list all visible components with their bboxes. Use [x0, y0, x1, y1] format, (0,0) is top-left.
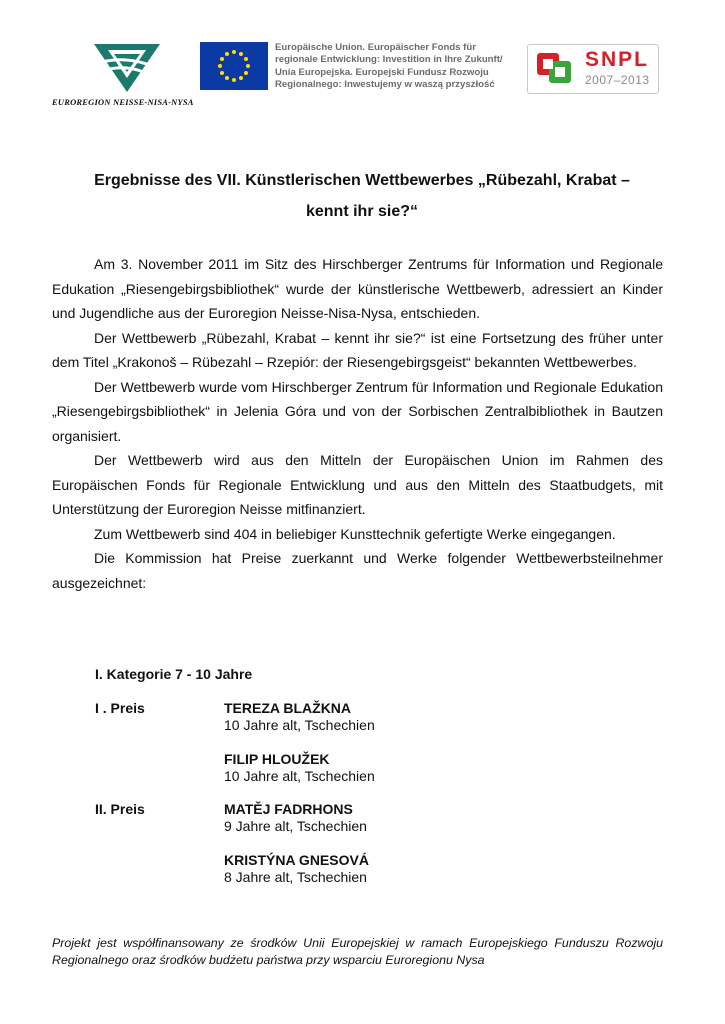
- winner-name: TEREZA BLAŽKNA: [224, 700, 352, 716]
- snpl-logo: [527, 44, 659, 94]
- winner-entry: [224, 751, 375, 785]
- paragraph: Der Wettbewerb wurde vom Hirschberger Zentrum für Information und Regionale Edukation „Riesengebirgsbibliothek“ in Jelenia Góra und von der Sorbischen Zentralbibliothek in Bautzen organisiert.: [52, 378, 663, 444]
- page-title: [52, 165, 672, 227]
- eu-text-line: Unia Europejska. Europejski Fundusz Rozwoju: [275, 66, 489, 78]
- prize-label-second: II. Preis: [95, 801, 145, 817]
- page-header: [52, 38, 672, 110]
- paragraph: Die Kommission hat Preise zuerkannt und Werke folgender Wettbewerbsteilnehmer ausgezeichnet:: [52, 550, 663, 591]
- title-line: kennt ihr sie?“: [305, 203, 419, 220]
- eu-text-line: Regionalnego: Inwestujemy w waszą przyszłość: [275, 79, 495, 91]
- eu-flag-icon: [200, 42, 268, 90]
- winner-name: KRISTÝNA GNESOVÁ: [224, 852, 369, 868]
- winner-info: 10 Jahre alt, Tschechien: [224, 717, 375, 733]
- eu-funding-text: [275, 42, 505, 92]
- eu-text-line: regionale Entwicklung: Investition in Ihre Zukunft/: [275, 54, 503, 66]
- award-category: I. Kategorie 7 - 10 Jahre: [95, 666, 253, 682]
- paragraph: Der Wettbewerb „Rübezahl, Krabat – kennt ihr sie?“ ist eine Fortsetzung des früher unter dem Titel „Krakonoš – Rübezahl – Rzepiór: der Riesengebirgsgeist“ bekannten Wettbewerbes.: [52, 329, 663, 370]
- euroregion-logo: [92, 42, 162, 94]
- winner-entry: [224, 700, 375, 734]
- snpl-years: 2007–2013: [585, 73, 650, 87]
- footer-note: Projekt jest współfinansowany ze środków Unii Europejskiej w ramach Europejskiego Funduszu Rozwoju Regionalnego oraz środków budżetu państwa przy wsparciu Euroregionu Nysa: [52, 936, 663, 967]
- title-line: Ergebnisse des VII. Künstlerischen Wettbewerbes „Rübezahl, Krabat –: [94, 172, 630, 189]
- winner-name: MATĚJ FADRHONS: [224, 801, 353, 817]
- winner-info: 8 Jahre alt, Tschechien: [224, 869, 367, 885]
- winner-info: 10 Jahre alt, Tschechien: [224, 768, 375, 784]
- winner-name: FILIP HLOUŽEK: [224, 751, 330, 767]
- paragraph: Zum Wettbewerb sind 404 in beliebiger Kunsttechnik gefertigte Werke eingegangen.: [94, 525, 616, 542]
- winner-entry: [224, 801, 367, 835]
- prize-label-first: I . Preis: [95, 700, 145, 716]
- paragraph: Der Wettbewerb wird aus den Mitteln der Europäischen Union im Rahmen des Europäischen Fonds für Regionale Entwicklung und aus den Mitteln des Staatbudgets, mit Unterstützung der Euroregion Neisse mitfinanziert.: [52, 452, 663, 517]
- winner-entry: [224, 852, 369, 886]
- snpl-name: SNPL: [585, 48, 650, 71]
- paragraph: Am 3. November 2011 im Sitz des Hirschberger Zentrums für Information und Regionale Edukation „Riesengebirgsbibliothek“ wurde der künstlerische Wettbewerb, adressiert an Kinder und Jugendliche aus der Euroregion Neisse-Nisa-Nysa, entschieden.: [52, 256, 663, 321]
- snpl-mark-icon: [535, 51, 573, 85]
- eu-text-line: Europäische Union. Europäischer Fonds für: [275, 42, 476, 53]
- euroregion-caption: EUROREGION NEISSE-NISA-NYSA: [52, 97, 194, 107]
- winner-info: 9 Jahre alt, Tschechien: [224, 818, 367, 834]
- body-text: [52, 252, 663, 595]
